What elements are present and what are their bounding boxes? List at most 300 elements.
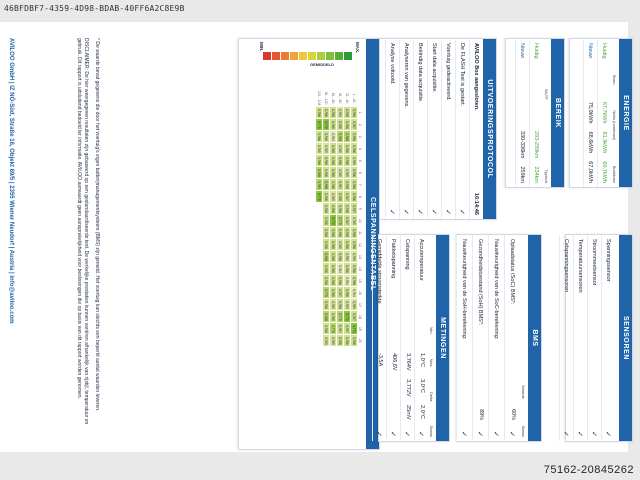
cell-voltage: 3,768 bbox=[337, 131, 344, 143]
energie-value: 68,6kWh bbox=[587, 131, 594, 154]
bms-col-status: Status bbox=[521, 425, 527, 437]
cell-voltage-table bbox=[315, 90, 362, 347]
cell-row-header: 1 - 20 bbox=[352, 93, 356, 103]
cell-voltage: 3,766 bbox=[351, 167, 358, 179]
cell-row bbox=[337, 90, 344, 347]
bms-row-label: Nauwkeurigheid van de SoH-berekening: bbox=[461, 239, 468, 340]
metingen-card bbox=[375, 234, 450, 442]
cell-voltage: 3,765 bbox=[351, 299, 358, 311]
energie-value: 60,7kWh bbox=[601, 161, 608, 183]
cell-voltage: 3,766 bbox=[330, 239, 337, 251]
cell-voltage: 3,769 bbox=[316, 179, 323, 191]
bms-row bbox=[456, 235, 472, 441]
cell-column-header: 1 bbox=[358, 111, 362, 114]
protocol-row bbox=[427, 39, 441, 219]
cell-voltage bbox=[316, 311, 323, 323]
cell-voltage: 3,772 bbox=[316, 191, 323, 203]
cell-voltage: 3,767 bbox=[344, 191, 351, 203]
cell-voltage: 3,765 bbox=[330, 191, 337, 203]
gauge-segment bbox=[335, 52, 343, 60]
cell-voltage bbox=[316, 323, 323, 335]
cell-voltage: 3,766 bbox=[344, 263, 351, 275]
protocol-item-label: AVILOO Box aangesloten. bbox=[473, 43, 480, 111]
gauge-max-label: MAX. bbox=[355, 42, 360, 54]
metingen-value: 1,0°C bbox=[419, 353, 426, 367]
cell-row-header: 81 - 100 bbox=[324, 91, 328, 105]
gauge-segment bbox=[326, 52, 334, 60]
energie-row-label: Nieuw bbox=[587, 43, 594, 59]
cell-voltage: 3,766 bbox=[337, 155, 344, 167]
uitvoeringsprotocol-header: UITVOERINGSPROTOCOL bbox=[483, 39, 496, 219]
cell-voltage: 3,766 bbox=[330, 167, 337, 179]
check-icon: ✓ bbox=[444, 209, 452, 215]
cell-voltage: 3,765 bbox=[337, 239, 344, 251]
cell-column-header: 15 bbox=[358, 278, 362, 283]
energie-row-nieuw bbox=[583, 39, 597, 187]
cell-voltage: 3,766 bbox=[351, 131, 358, 143]
metingen-col-min: Min. bbox=[429, 327, 435, 335]
cell-voltage: 3,765 bbox=[337, 167, 344, 179]
metingen-row-label: Pakketspanning bbox=[390, 239, 397, 279]
cell-column-header: 14 bbox=[358, 266, 362, 271]
cell-row-header: 61 - 80 bbox=[331, 92, 335, 104]
celspanning-body bbox=[252, 39, 366, 449]
cell-voltage: 3,765 bbox=[337, 143, 344, 155]
metingen-row-label: Accutemperatuur bbox=[418, 239, 425, 281]
sensoren-card bbox=[562, 234, 633, 442]
cell-voltage: 3,766 bbox=[316, 155, 323, 167]
gauge-segment bbox=[281, 52, 289, 60]
celspanning-table-wrap bbox=[252, 90, 362, 347]
cell-voltage: 3,766 bbox=[344, 119, 351, 131]
cell-voltage: 3,768 bbox=[323, 179, 330, 191]
cell-voltage bbox=[316, 239, 323, 251]
cell-voltage: 3,766 bbox=[337, 191, 344, 203]
cell-voltage: 3,766 bbox=[316, 131, 323, 143]
bereik-col-wltp: WLTP bbox=[544, 89, 550, 100]
metingen-value bbox=[376, 379, 384, 397]
cell-voltage: 3,766 bbox=[330, 119, 337, 131]
metingen-value: 2,0°C bbox=[419, 405, 426, 419]
cell-voltage: 3,765 bbox=[344, 167, 351, 179]
uitvoeringsprotocol-card bbox=[377, 38, 497, 220]
cell-voltage: 3,766 bbox=[323, 275, 330, 287]
cell-voltage: 3,765 bbox=[323, 143, 330, 155]
check-icon: ✓ bbox=[476, 431, 484, 437]
listing-id-watermark: 75162-20845262 bbox=[543, 464, 634, 476]
cell-voltage: 3,766 bbox=[330, 263, 337, 275]
cell-voltage: 3,766 bbox=[330, 203, 337, 215]
protocol-item-label: Analyseren van gegevens. bbox=[403, 43, 410, 108]
check-icon: ✓ bbox=[590, 431, 598, 437]
report-sheet bbox=[0, 22, 628, 452]
cell-voltage: 3,766 bbox=[344, 179, 351, 191]
metingen-row bbox=[372, 235, 386, 441]
cell-column-header: 18 bbox=[358, 314, 362, 319]
protocol-row bbox=[455, 39, 469, 219]
energie-column-labels bbox=[611, 39, 619, 187]
check-icon: ✓ bbox=[604, 431, 612, 437]
cell-voltage bbox=[316, 203, 323, 215]
cell-voltage: 3,764 bbox=[351, 287, 358, 299]
check-icon: ✓ bbox=[508, 431, 516, 437]
cell-voltage: 3,766 bbox=[323, 263, 330, 275]
cell-voltage: 3,766 bbox=[351, 239, 358, 251]
cell-voltage: 3,764 bbox=[344, 275, 351, 287]
cell-voltage: 3,766 bbox=[330, 251, 337, 263]
cell-voltage bbox=[316, 275, 323, 287]
cell-row bbox=[316, 90, 323, 347]
cell-column-header: 9 bbox=[358, 207, 362, 210]
bereik-col-typisch: Typisch bbox=[544, 169, 550, 183]
bereik-row-label: Huidig bbox=[533, 43, 540, 59]
cell-voltage: 3,766 bbox=[323, 167, 330, 179]
cell-voltage bbox=[316, 215, 323, 227]
cell-voltage: 3,768 bbox=[316, 167, 323, 179]
metingen-col-delta: Delta bbox=[429, 391, 435, 402]
metingen-row bbox=[400, 235, 414, 441]
sensor-label: Stroommeetsensor bbox=[591, 239, 598, 286]
footer-text-block bbox=[4, 38, 100, 443]
cell-voltage: 3,766 bbox=[337, 227, 344, 239]
protocol-item-label: De FLASH Test is gestart. bbox=[459, 43, 466, 107]
gauge-segment bbox=[344, 52, 352, 60]
check-icon: ✓ bbox=[375, 431, 383, 437]
gauge-segment bbox=[263, 52, 271, 60]
check-icon: ✓ bbox=[388, 209, 396, 215]
cell-voltage: 3,766 bbox=[351, 335, 358, 347]
energie-value: 67,7kWh bbox=[601, 101, 608, 124]
document-id: 46BFDBF7-4359-4D98-BDAB-40FF6A2C8E9B bbox=[4, 4, 185, 13]
cell-voltage: 3,770 bbox=[337, 215, 344, 227]
energie-value: 67,0kWh bbox=[587, 161, 594, 183]
check-icon: ✓ bbox=[492, 431, 500, 437]
cell-voltage: 3,764 bbox=[330, 131, 337, 143]
bms-row bbox=[504, 235, 520, 441]
cell-column-header: 20 bbox=[358, 338, 362, 343]
cell-voltage: 3,766 bbox=[330, 143, 337, 155]
metingen-value: 3,0°C bbox=[419, 379, 426, 393]
cell-voltage: 3,766 bbox=[330, 287, 337, 299]
cell-voltage: 3,766 bbox=[330, 275, 337, 287]
cell-column-header: 6 bbox=[358, 171, 362, 174]
metingen-rows bbox=[372, 235, 428, 441]
cell-voltage: 3,764 bbox=[337, 263, 344, 275]
sensoren-row bbox=[601, 235, 615, 441]
cell-voltage bbox=[316, 263, 323, 275]
protocol-row bbox=[399, 39, 413, 219]
cell-voltage: 3,766 bbox=[351, 107, 358, 119]
bms-value: 89% bbox=[478, 409, 485, 421]
gauge-gemiddeld-label: GEMIDDELD bbox=[310, 62, 334, 67]
celspanning-gauge-area bbox=[252, 42, 362, 90]
cell-voltage: 3,766 bbox=[344, 227, 351, 239]
bms-value: 60% bbox=[510, 409, 517, 421]
cell-column-header: 7 bbox=[358, 183, 362, 186]
bms-rows bbox=[456, 235, 520, 441]
cell-voltage: 3,766 bbox=[323, 203, 330, 215]
cell-voltage: 3,766 bbox=[323, 191, 330, 203]
cell-voltage: 3,766 bbox=[337, 275, 344, 287]
protocol-row bbox=[385, 39, 399, 219]
bms-value bbox=[461, 409, 469, 423]
bms-row bbox=[472, 235, 488, 441]
energie-col-netto: Netto (nominaal) bbox=[612, 110, 618, 140]
celspanningentabel-card bbox=[238, 38, 380, 450]
cell-voltage: 3,766 bbox=[344, 155, 351, 167]
check-icon: ✓ bbox=[417, 431, 425, 437]
cell-voltage: 3,765 bbox=[330, 335, 337, 347]
cell-voltage: 3,772 bbox=[344, 311, 351, 323]
bereik-column-labels bbox=[543, 39, 551, 187]
check-icon: ✓ bbox=[430, 209, 438, 215]
energie-value: 75,0kWh bbox=[587, 101, 594, 124]
cell-voltage: 3,766 bbox=[344, 239, 351, 251]
cell-voltage: 3,770 bbox=[330, 323, 337, 335]
cell-row bbox=[351, 90, 358, 347]
cell-voltage: 3,766 bbox=[351, 275, 358, 287]
metingen-value bbox=[390, 379, 398, 397]
bms-header: BMS bbox=[528, 235, 541, 441]
metingen-row bbox=[386, 235, 400, 441]
metingen-row bbox=[414, 235, 428, 441]
metingen-column-labels bbox=[428, 235, 436, 441]
cell-voltage: 3,766 bbox=[330, 107, 337, 119]
bereik-header: BEREIK bbox=[551, 39, 564, 187]
metingen-header: METINGEN bbox=[436, 235, 449, 441]
sensor-label: Spanningssensor bbox=[605, 239, 612, 282]
protocol-item-label: Start data acquisitie. bbox=[431, 43, 438, 93]
cell-row bbox=[344, 90, 351, 347]
metingen-value bbox=[390, 405, 398, 423]
bms-row-label: Oplaadstatus (SoC) BMS*: bbox=[509, 239, 516, 305]
energie-value: 61,9kWh bbox=[601, 131, 608, 154]
sensoren-row bbox=[573, 235, 587, 441]
gauge-segment bbox=[290, 52, 298, 60]
gauge-min-label: MIN. bbox=[259, 42, 264, 52]
cell-voltage: 3,766 bbox=[344, 203, 351, 215]
cell-column-header: 5 bbox=[358, 159, 362, 162]
energie-row-label: Huidig bbox=[601, 43, 608, 59]
cell-voltage bbox=[316, 299, 323, 311]
cell-voltage: 3,766 bbox=[344, 287, 351, 299]
disclaimer-text: DISCLAIMER: De hier weergegeven resultaten zijn gebaseerd op een gestandaardiseerde test. De werkelijke prestaties kunnen variëren afhankelijk van rijstijl, temperatuur en gebruik. Dit rapport is uitsluitend bedoeld ter informatie. AVILOO aanvaardt geen aansprakelijkheid voor beslissingen die op basis van dit rapport worden genomen. bbox=[76, 38, 89, 425]
voltage-gauge bbox=[252, 42, 362, 90]
bms-column-labels bbox=[520, 235, 528, 441]
sensoren-row bbox=[587, 235, 601, 441]
cell-voltage: 3,766 bbox=[330, 155, 337, 167]
energie-col-bruto: Bruto bbox=[612, 75, 618, 85]
cell-voltage: 3,766 bbox=[323, 323, 330, 335]
cell-voltage: 3,766 bbox=[344, 143, 351, 155]
cell-voltage: 3,766 bbox=[323, 299, 330, 311]
cell-voltage: 3,766 bbox=[351, 191, 358, 203]
cell-voltage: 3,766 bbox=[337, 251, 344, 263]
cell-voltage: 3,765 bbox=[351, 215, 358, 227]
cell-voltage: 3,765 bbox=[344, 299, 351, 311]
company-line: AVILOO GmbH | IZ NÖ-Süd, Straße 16, Objekt 69/5 | 2355 Wiener Neudorf | Austria | info@aviloo.com bbox=[8, 38, 14, 324]
cell-voltage: 3,765 bbox=[337, 107, 344, 119]
bereik-row-label: Nieuw bbox=[519, 43, 526, 59]
cell-row bbox=[330, 90, 337, 347]
cell-voltage: 3,766 bbox=[337, 119, 344, 131]
cell-voltage: 3,766 bbox=[351, 143, 358, 155]
cell-voltage: 3,766 bbox=[344, 335, 351, 347]
cell-voltage: 3,768 bbox=[323, 311, 330, 323]
protocol-item-label: Voertuig gedeactiveerd. bbox=[445, 43, 452, 101]
bereik-value: 293-299km bbox=[533, 130, 540, 159]
sensor-label: Celspanningsensoren bbox=[563, 239, 570, 293]
metingen-value: 3,764V bbox=[405, 353, 412, 371]
protocol-item-label: Analyse voltooid. bbox=[389, 43, 396, 85]
protocol-row-aangesloten bbox=[469, 39, 483, 219]
energie-row-huidig bbox=[597, 39, 611, 187]
cell-column-header: 16 bbox=[358, 290, 362, 295]
cell-voltage: 3,766 bbox=[323, 215, 330, 227]
protocol-time: 16:14:46 bbox=[473, 192, 480, 215]
cell-voltage: 3,766 bbox=[330, 311, 337, 323]
bms-value bbox=[493, 409, 501, 423]
energie-card bbox=[569, 38, 633, 188]
bereik-value: 234km bbox=[533, 166, 540, 183]
cell-voltage: 3,766 bbox=[316, 107, 323, 119]
cell-column-header: 10 bbox=[358, 218, 362, 223]
cell-voltage: 3,767 bbox=[337, 287, 344, 299]
cell-voltage: 3,767 bbox=[351, 119, 358, 131]
cell-voltage: 3,767 bbox=[344, 323, 351, 335]
cell-voltage: 3,766 bbox=[337, 299, 344, 311]
cell-voltage: 3,765 bbox=[344, 251, 351, 263]
cell-voltage bbox=[316, 251, 323, 263]
bereik-card bbox=[505, 38, 565, 188]
check-icon: ✓ bbox=[416, 209, 424, 215]
cell-voltage: 3,765 bbox=[330, 299, 337, 311]
protocol-item-label: Beëindig data acquisitie. bbox=[417, 43, 424, 103]
cell-voltage: 3,772 bbox=[323, 119, 330, 131]
metingen-row-label: Gemiddelde stroomsterkte bbox=[376, 239, 383, 304]
cell-voltage: 3,767 bbox=[351, 203, 358, 215]
cell-column-header: 11 bbox=[358, 231, 362, 235]
cell-voltage: 3,766 bbox=[344, 107, 351, 119]
check-icon: ✓ bbox=[576, 431, 584, 437]
bms-row-label: Gezondheidstoestand (SoH) BMS*: bbox=[477, 239, 484, 326]
cell-voltage: 3,766 bbox=[330, 179, 337, 191]
gauge-segment bbox=[272, 52, 280, 60]
bereik-row-nieuw bbox=[515, 39, 529, 187]
sensoren-rows bbox=[559, 235, 619, 441]
metingen-value: 3,772V bbox=[405, 379, 412, 397]
cell-voltage: 3,766 bbox=[337, 203, 344, 215]
cell-voltage: 3,765 bbox=[351, 251, 358, 263]
cell-voltage: 3,766 bbox=[330, 227, 337, 239]
metingen-value: 25mV bbox=[405, 405, 412, 420]
cell-row-header: 101 - 108 bbox=[317, 91, 321, 106]
cell-voltage bbox=[316, 227, 323, 239]
bms-col-waarde: Waarde bbox=[521, 385, 527, 399]
metingen-col-status: Status bbox=[429, 425, 435, 437]
metingen-col-max: Max. bbox=[429, 358, 435, 368]
cell-voltage: 3,768 bbox=[323, 251, 330, 263]
gauge-segment bbox=[299, 52, 307, 60]
cell-voltage: 3,766 bbox=[323, 155, 330, 167]
cell-column-header: 4 bbox=[358, 147, 362, 150]
cell-column-header: 17 bbox=[358, 302, 362, 307]
cell-row-header: 21 - 40 bbox=[345, 92, 349, 104]
cell-voltage: 3,766 bbox=[323, 227, 330, 239]
cell-row bbox=[323, 90, 330, 347]
check-icon: ✓ bbox=[458, 209, 466, 215]
metingen-value: 406,6V bbox=[391, 353, 398, 371]
cell-voltage: 3,766 bbox=[323, 131, 330, 143]
cell-column-header: 2 bbox=[358, 123, 362, 126]
bms-row bbox=[488, 235, 504, 441]
cell-voltage: 3,767 bbox=[351, 311, 358, 323]
check-icon: ✓ bbox=[460, 431, 468, 437]
cell-voltage: 3,766 bbox=[351, 227, 358, 239]
cell-voltage: 3,766 bbox=[323, 239, 330, 251]
footnote-bms: * De waarde bevat gegevens die door het voertuig's eigen batterijmanagementsysteem (BMS) zijn gemeld. Het voertuig kan slechts een beperkt aantal waarden leveren. bbox=[94, 38, 100, 412]
cell-voltage: 3,772 bbox=[351, 323, 358, 335]
cell-voltage: 3,766 bbox=[351, 179, 358, 191]
cell-voltage: 3,766 bbox=[351, 263, 358, 275]
cell-column-header: 12 bbox=[358, 242, 362, 247]
protocol-row bbox=[413, 39, 427, 219]
cell-voltage: 3,767 bbox=[344, 215, 351, 227]
cell-voltage: 3,772 bbox=[316, 119, 323, 131]
bereik-value: 330-336km bbox=[519, 130, 526, 159]
cell-voltage: 3,766 bbox=[337, 335, 344, 347]
cell-column-header: 19 bbox=[358, 326, 362, 331]
cell-voltage bbox=[316, 335, 323, 347]
protocol-row bbox=[441, 39, 455, 219]
check-icon: ✓ bbox=[403, 431, 411, 437]
sensor-label: Temperatuursensoren bbox=[577, 239, 584, 293]
cell-voltage: 3,765 bbox=[351, 155, 358, 167]
cell-column-header: 8 bbox=[358, 195, 362, 198]
energie-header: ENERGIE bbox=[619, 39, 632, 187]
metingen-value bbox=[376, 405, 384, 423]
cell-voltage: 3,766 bbox=[323, 107, 330, 119]
sensoren-header: SENSOREN bbox=[619, 235, 632, 441]
bereik-row-huidig bbox=[529, 39, 543, 187]
check-icon: ✓ bbox=[402, 209, 410, 215]
cell-voltage: 3,772 bbox=[330, 215, 337, 227]
metingen-value: -3,5A bbox=[377, 353, 384, 367]
metingen-row-label: Celspanning bbox=[404, 239, 411, 270]
cell-voltage: 3,767 bbox=[337, 179, 344, 191]
cell-voltage: 3,767 bbox=[337, 323, 344, 335]
energie-col-bruikbaar: Bruikbaar bbox=[612, 165, 618, 183]
celspanningentabel-header: CELSPANNINGENTABEL bbox=[366, 39, 379, 449]
bms-row-label: Nauwkeurigheid van de SoC-berekening: bbox=[493, 239, 500, 340]
sensoren-row bbox=[559, 235, 573, 441]
cell-voltage: 3,768 bbox=[344, 131, 351, 143]
cell-voltage bbox=[316, 287, 323, 299]
cell-column-header: 3 bbox=[358, 135, 362, 138]
cell-voltage: 3,770 bbox=[337, 311, 344, 323]
check-icon: ✓ bbox=[562, 431, 570, 437]
table-corner bbox=[358, 90, 363, 107]
protocol-list bbox=[385, 39, 469, 219]
cell-column-header: 13 bbox=[358, 254, 362, 259]
cell-voltage: 3,770 bbox=[323, 287, 330, 299]
cell-voltage: 3,765 bbox=[323, 335, 330, 347]
bereik-value: 259km bbox=[519, 166, 526, 183]
check-icon: ✓ bbox=[389, 431, 397, 437]
cell-voltage: 3,765 bbox=[316, 143, 323, 155]
gauge-segment bbox=[308, 52, 316, 60]
gauge-segment bbox=[317, 52, 325, 60]
